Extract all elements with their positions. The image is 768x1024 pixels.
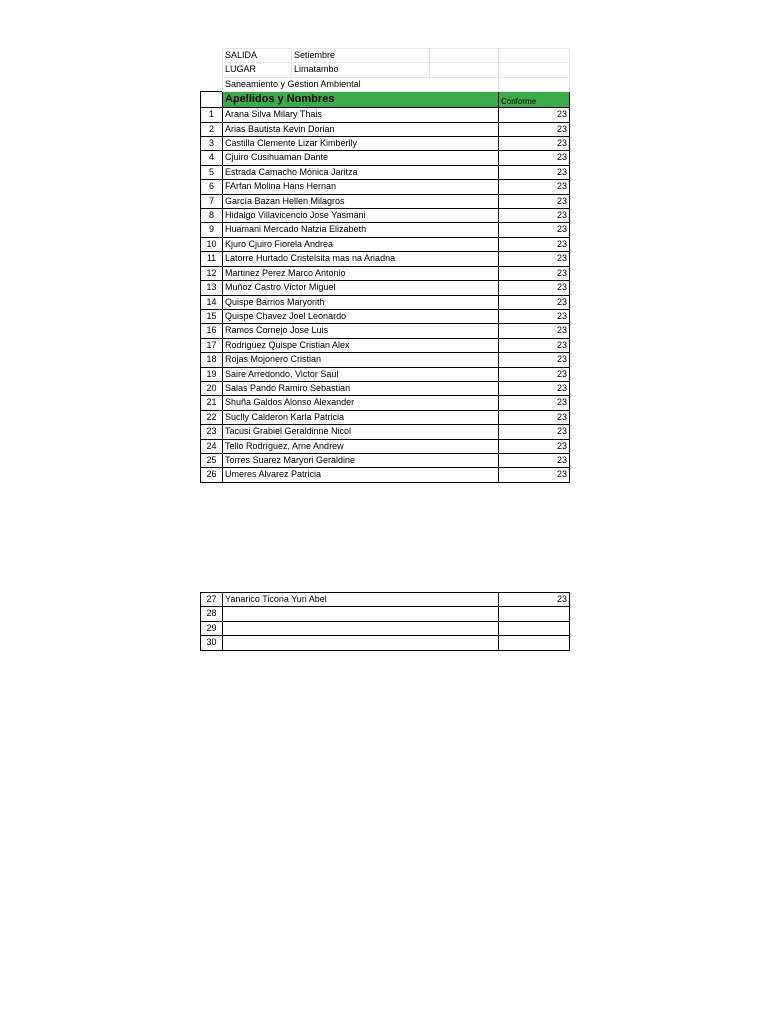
row-number[interactable]: 30: [201, 636, 223, 650]
table-row: [201, 607, 570, 621]
conforme-value[interactable]: 23: [499, 338, 570, 352]
student-name[interactable]: Cjuiro Cusihuaman Dante: [223, 151, 499, 165]
conforme-value[interactable]: 23: [499, 209, 570, 223]
conforme-value[interactable]: 23: [499, 223, 570, 237]
table-row: [201, 122, 570, 136]
row-number[interactable]: 20: [201, 381, 223, 395]
table-row: [201, 338, 570, 352]
row-number[interactable]: 8: [201, 209, 223, 223]
row-number[interactable]: 13: [201, 281, 223, 295]
student-name[interactable]: [223, 636, 499, 650]
student-name[interactable]: Estrada Camacho Mónica Jaritza: [223, 165, 499, 179]
student-name[interactable]: Salas Pando Ramiro Sebastian: [223, 381, 499, 395]
row-number[interactable]: 26: [201, 468, 223, 482]
attendance-table-continued: [200, 592, 570, 651]
empty-cell[interactable]: [499, 49, 570, 63]
student-name[interactable]: Rojas Mojonero Cristian: [223, 353, 499, 367]
row-number[interactable]: 27: [201, 593, 223, 607]
table-row: [201, 180, 570, 194]
row-number[interactable]: 25: [201, 453, 223, 467]
row-number[interactable]: 19: [201, 367, 223, 381]
table-row: [201, 237, 570, 251]
table-row: [201, 593, 570, 607]
student-name[interactable]: Saire Arredondo, Victor Saul: [223, 367, 499, 381]
student-name[interactable]: Quispe Chavez Joel Leonardo: [223, 309, 499, 323]
row-number[interactable]: 7: [201, 194, 223, 208]
student-name[interactable]: [223, 621, 499, 635]
conforme-value[interactable]: 23: [499, 410, 570, 424]
conforme-value[interactable]: 23: [499, 165, 570, 179]
salida-row: [201, 49, 570, 63]
table-row: [201, 209, 570, 223]
student-name[interactable]: Shuña Galdos Alonso Alexander: [223, 396, 499, 410]
student-name[interactable]: Arias Bautista Kevin Dorian: [223, 122, 499, 136]
salida-value[interactable]: Setiembre: [292, 49, 430, 63]
conforme-value[interactable]: 23: [499, 194, 570, 208]
student-name[interactable]: FArfan Molina Hans Hernan: [223, 180, 499, 194]
attendance-table: [200, 48, 570, 483]
student-name[interactable]: Latorre Hurtado Cristelsita mas na Ariadna: [223, 252, 499, 266]
empty-cell[interactable]: [430, 63, 499, 77]
conforme-value[interactable]: [499, 607, 570, 621]
table-row: [201, 252, 570, 266]
student-name[interactable]: Arana Silva Milary Thais: [223, 108, 499, 122]
row-number[interactable]: 6: [201, 180, 223, 194]
row-number[interactable]: 2: [201, 122, 223, 136]
student-name[interactable]: [223, 607, 499, 621]
table-row: [201, 425, 570, 439]
empty-cell[interactable]: [499, 77, 570, 91]
empty-cell[interactable]: [499, 63, 570, 77]
table-row: [201, 281, 570, 295]
conforme-value[interactable]: 23: [499, 309, 570, 323]
table-row: [201, 266, 570, 280]
attendance-sheet-continued: [200, 592, 569, 651]
student-name[interactable]: Rodriguez Quispe Cristian Alex: [223, 338, 499, 352]
table-row: [201, 636, 570, 650]
table-row: [201, 194, 570, 208]
conforme-value[interactable]: 23: [499, 425, 570, 439]
row-number[interactable]: 16: [201, 324, 223, 338]
student-name[interactable]: Huamani Mercado Natzia Elizabeth: [223, 223, 499, 237]
row-number[interactable]: 23: [201, 425, 223, 439]
student-name[interactable]: Ramos Cornejo Jose Luis: [223, 324, 499, 338]
table-row: [201, 165, 570, 179]
student-name[interactable]: Yanarico Ticona Yuri Abel: [223, 593, 499, 607]
conforme-value[interactable]: 23: [499, 295, 570, 309]
student-name[interactable]: Martinez Perez Marco Antonio: [223, 266, 499, 280]
row-number[interactable]: 5: [201, 165, 223, 179]
student-name[interactable]: Castilla Clemente Lizar Kimberlly: [223, 137, 499, 151]
row-number[interactable]: 12: [201, 266, 223, 280]
lugar-row: [201, 63, 570, 77]
table-row: [201, 353, 570, 367]
conforme-value[interactable]: 23: [499, 252, 570, 266]
student-name[interactable]: Muñoz Castro Victor Miguel: [223, 281, 499, 295]
conforme-value[interactable]: 23: [499, 468, 570, 482]
conforme-value[interactable]: 23: [499, 237, 570, 251]
row-number[interactable]: 21: [201, 396, 223, 410]
table-row: [201, 367, 570, 381]
student-rows-continued: [201, 593, 570, 651]
conforme-value[interactable]: [499, 636, 570, 650]
program-row: [201, 77, 570, 91]
table-row: [201, 621, 570, 635]
student-name[interactable]: Tacusi Grabiel Geraldinne Nicol: [223, 425, 499, 439]
row-number[interactable]: 3: [201, 137, 223, 151]
student-name[interactable]: Suclly Calderon Karla Patricia: [223, 410, 499, 424]
student-name[interactable]: Torres Suarez Maryori Geraldine: [223, 453, 499, 467]
table-row: [201, 439, 570, 453]
conforme-value[interactable]: 23: [499, 266, 570, 280]
row-number[interactable]: 17: [201, 338, 223, 352]
student-name[interactable]: Tello Rodríguez, Arne Andrew: [223, 439, 499, 453]
student-name[interactable]: Umeres Alvarez Patricia: [223, 468, 499, 482]
conforme-value[interactable]: 23: [499, 137, 570, 151]
empty-cell[interactable]: [430, 49, 499, 63]
conforme-value[interactable]: 23: [499, 151, 570, 165]
table-row: [201, 108, 570, 122]
conforme-value[interactable]: 23: [499, 353, 570, 367]
table-row: [201, 381, 570, 395]
row-number[interactable]: 14: [201, 295, 223, 309]
conforme-value[interactable]: 23: [499, 453, 570, 467]
row-number[interactable]: 1: [201, 108, 223, 122]
table-row: [201, 309, 570, 323]
program-name[interactable]: Saneamiento y Gestion Ambiental: [223, 77, 499, 91]
conforme-value[interactable]: 23: [499, 593, 570, 607]
table-row: [201, 324, 570, 338]
conforme-value[interactable]: 23: [499, 439, 570, 453]
row-number[interactable]: 11: [201, 252, 223, 266]
row-number[interactable]: 15: [201, 309, 223, 323]
table-row: [201, 453, 570, 467]
conforme-value[interactable]: 23: [499, 396, 570, 410]
conforme-value[interactable]: 23: [499, 324, 570, 338]
table-row: [201, 468, 570, 482]
row-number[interactable]: 18: [201, 353, 223, 367]
row-number-header: [201, 92, 223, 108]
student-name[interactable]: Quispe Barrios Maryorith: [223, 295, 499, 309]
table-row: [201, 295, 570, 309]
lugar-value[interactable]: Limatambo: [292, 63, 430, 77]
student-rows: [201, 108, 570, 483]
student-name[interactable]: Hidalgo Villavicencio Jose Yasmani: [223, 209, 499, 223]
conforme-value[interactable]: 23: [499, 381, 570, 395]
table-row: [201, 223, 570, 237]
table-row: [201, 410, 570, 424]
row-number[interactable]: 29: [201, 621, 223, 635]
row-number[interactable]: 24: [201, 439, 223, 453]
table-row: [201, 151, 570, 165]
student-name[interactable]: García Bazan Hellen Milagros: [223, 194, 499, 208]
lugar-label[interactable]: LUGAR: [223, 63, 292, 77]
table-row: [201, 137, 570, 151]
row-number[interactable]: 28: [201, 607, 223, 621]
salida-label[interactable]: SALIDA: [223, 49, 292, 63]
conforme-value[interactable]: 23: [499, 108, 570, 122]
conforme-value[interactable]: 23: [499, 122, 570, 136]
attendance-sheet: [200, 48, 569, 483]
conforme-column-header[interactable]: Conforme: [499, 92, 570, 108]
names-column-header[interactable]: Apellidos y Nombres: [223, 92, 499, 108]
row-number[interactable]: 9: [201, 223, 223, 237]
row-number[interactable]: 10: [201, 237, 223, 251]
row-number[interactable]: 22: [201, 410, 223, 424]
table-row: [201, 396, 570, 410]
student-name[interactable]: Kjuro Cjuiro Fiorela Andrea: [223, 237, 499, 251]
row-number[interactable]: 4: [201, 151, 223, 165]
column-header-row: [201, 92, 570, 108]
conforme-value[interactable]: [499, 621, 570, 635]
conforme-value[interactable]: 23: [499, 367, 570, 381]
conforme-value[interactable]: 23: [499, 281, 570, 295]
conforme-value[interactable]: 23: [499, 180, 570, 194]
